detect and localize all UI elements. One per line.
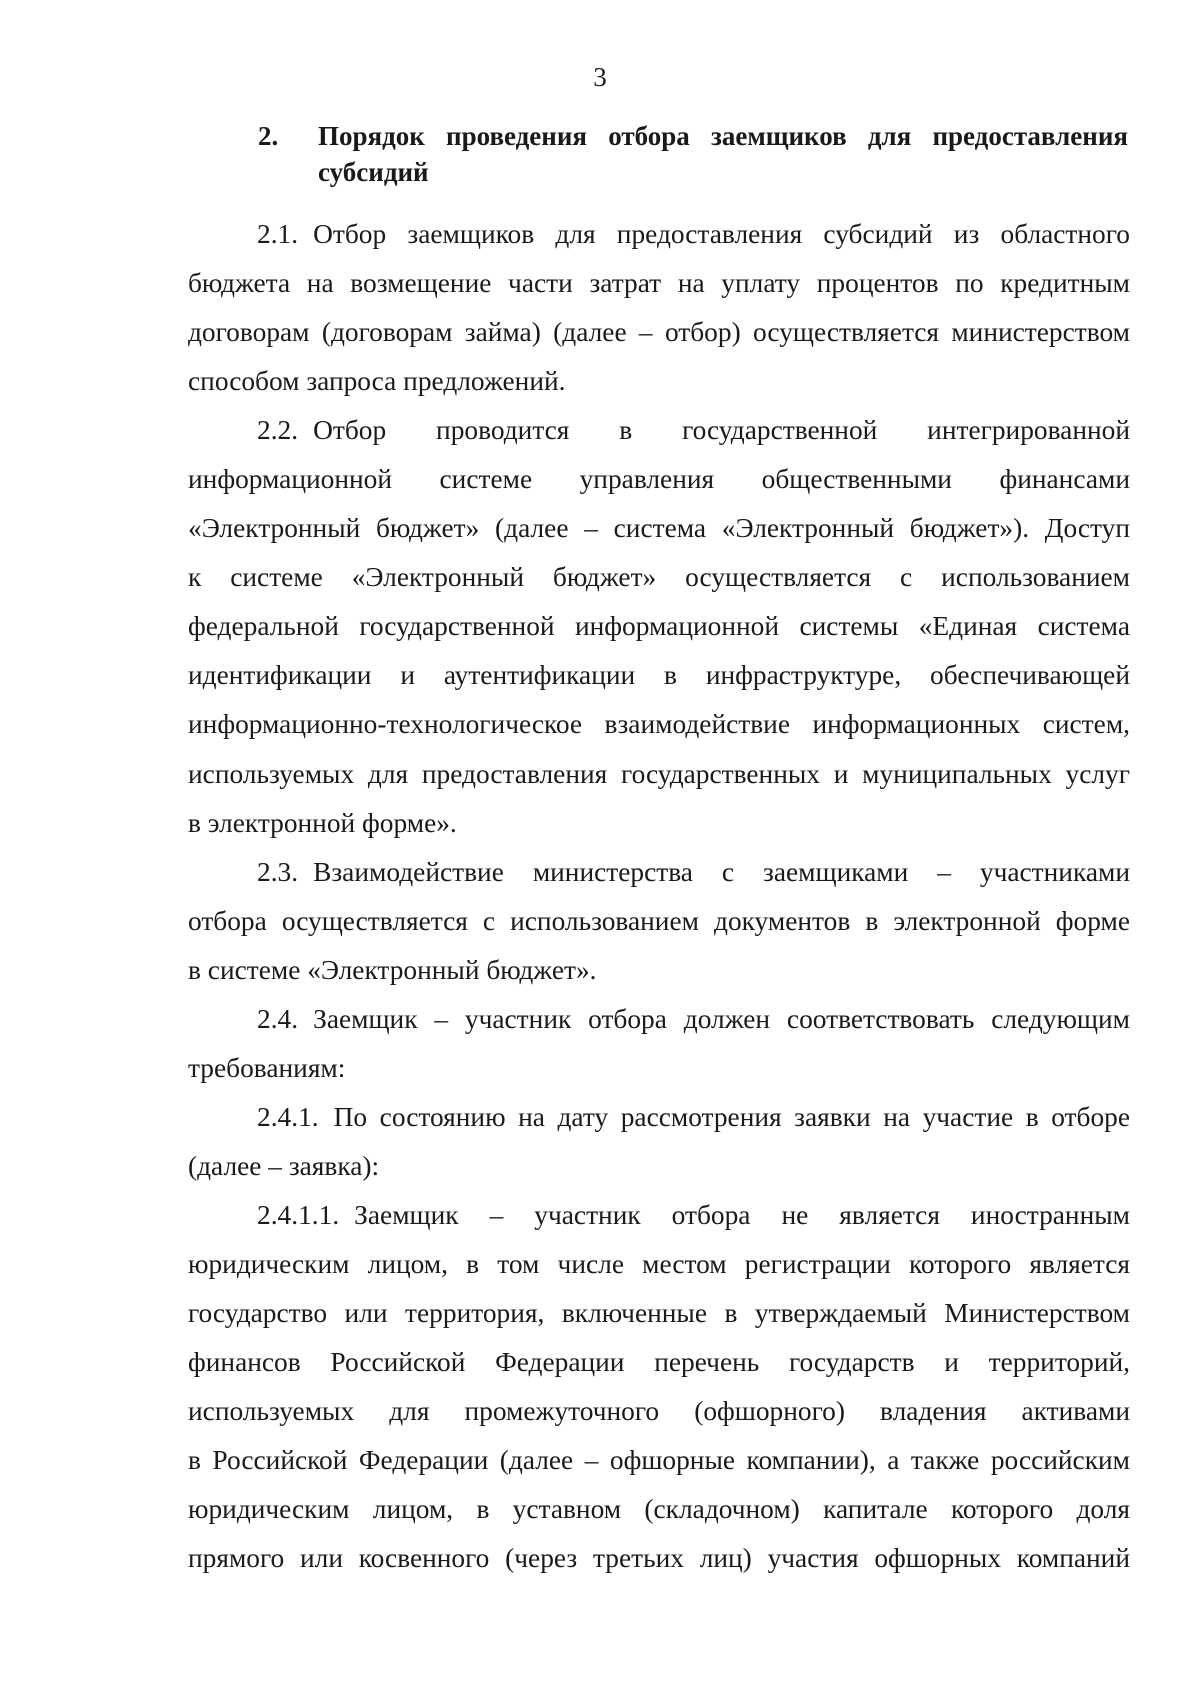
text-line <box>188 946 1130 995</box>
line-text: бюджета на возмещение части затрат на уплату процентов по кредитным <box>188 268 1130 299</box>
text-line <box>188 1044 1130 1093</box>
page-number: 3 <box>593 62 607 92</box>
paragraph-number: 2.4. <box>257 1003 299 1034</box>
line-text: (далее – заявка): <box>188 1150 380 1181</box>
section-number: 2. <box>258 121 279 151</box>
line-text: в Российской Федерации (далее – офшорные компании), а также российским <box>188 1445 1130 1476</box>
line-text: финансов Российской Федерации перечень государств и территорий, <box>188 1347 1130 1378</box>
text-line <box>188 750 1130 799</box>
text-line <box>188 406 1130 455</box>
line-text: информационной системе управления общественными финансами <box>188 464 1130 495</box>
line-text: прямого или косвенного (через третьих лиц) участия офшорных компаний <box>188 1543 1130 1574</box>
line-text: Заемщик – участник отбора не является иностранным <box>354 1199 1130 1230</box>
line-text: информационно-технологическое взаимодействие информационных систем, <box>188 709 1130 740</box>
line-text: идентификации и аутентификации в инфраструктуре, обеспечивающей <box>188 660 1130 691</box>
text-line <box>188 1289 1130 1338</box>
text-line <box>188 897 1130 946</box>
text-line <box>188 1387 1130 1436</box>
paragraph-2-4 <box>188 995 1130 1093</box>
line-text: способом запроса предложений. <box>188 366 566 397</box>
text-line <box>188 1338 1130 1387</box>
line-text: государство или территория, включенные в утверждаемый Министерством <box>188 1298 1130 1329</box>
text-line <box>188 553 1130 602</box>
section-heading <box>258 118 1128 190</box>
paragraph-2-1 <box>188 210 1130 406</box>
text-line <box>188 651 1130 700</box>
paragraph-number: 2.4.1.1. <box>257 1199 340 1230</box>
text-line <box>188 210 1130 259</box>
paragraph-number: 2.3. <box>257 856 299 887</box>
line-text: По состоянию на дату рассмотрения заявки на участие в отборе <box>333 1101 1130 1132</box>
text-line <box>188 308 1130 357</box>
line-text: используемых для предоставления государственных и муниципальных услуг <box>188 758 1130 789</box>
text-line <box>188 1534 1130 1583</box>
paragraph-2-4-1 <box>188 1093 1130 1191</box>
text-line <box>188 700 1130 749</box>
text-line <box>188 602 1130 651</box>
line-text: используемых для промежуточного (офшорного) владения активами <box>188 1396 1130 1427</box>
paragraph-2-4-1-1 <box>188 1191 1130 1583</box>
text-line <box>188 799 1130 848</box>
text-line <box>188 1093 1130 1142</box>
paragraph-2-2 <box>188 406 1130 847</box>
line-text: в электронной форме». <box>188 807 457 838</box>
line-text: юридическим лицом, в том числе местом регистрации которого является <box>188 1248 1130 1279</box>
text-line <box>188 848 1130 897</box>
text-line <box>188 357 1130 406</box>
text-line <box>188 504 1130 553</box>
paragraph-number: 2.2. <box>257 415 299 446</box>
line-text: Заемщик – участник отбора должен соответствовать следующим <box>313 1003 1130 1034</box>
line-text: юридическим лицом, в уставном (складочном) капитале которого доля <box>188 1494 1130 1525</box>
paragraph-number: 2.1. <box>257 219 299 249</box>
line-text: федеральной государственной информационной системы «Единая система <box>188 611 1130 642</box>
text-line <box>188 1191 1130 1240</box>
text-line <box>188 1240 1130 1289</box>
line-text: договорам (договорам займа) (далее – отбор) осуществляется министерством <box>188 317 1130 348</box>
body-text <box>188 210 1130 1583</box>
text-line <box>188 1436 1130 1485</box>
text-line <box>188 995 1130 1044</box>
line-text: Взаимодействие министерства с заемщиками – участниками <box>313 856 1130 887</box>
text-line <box>188 1485 1130 1534</box>
text-line <box>188 455 1130 504</box>
paragraph-2-3 <box>188 848 1130 995</box>
line-text: в системе «Электронный бюджет». <box>188 954 597 985</box>
section-title: Порядок проведения отбора заемщиков для предоставления субсидий <box>318 121 1128 187</box>
line-text: Отбор проводится в государственной интегрированной <box>313 415 1130 446</box>
line-text: к системе «Электронный бюджет» осуществляется с использованием <box>188 562 1130 593</box>
line-text: «Электронный бюджет» (далее – система «Электронный бюджет»). Доступ <box>188 513 1130 544</box>
line-text: Отбор заемщиков для предоставления субсидий из областного <box>313 219 1130 249</box>
line-text: отбора осуществляется с использованием документов в электронной форме <box>188 905 1130 936</box>
text-line <box>188 259 1130 308</box>
paragraph-number: 2.4.1. <box>257 1101 319 1132</box>
line-text: требованиям: <box>188 1052 346 1083</box>
text-line <box>188 1142 1130 1191</box>
